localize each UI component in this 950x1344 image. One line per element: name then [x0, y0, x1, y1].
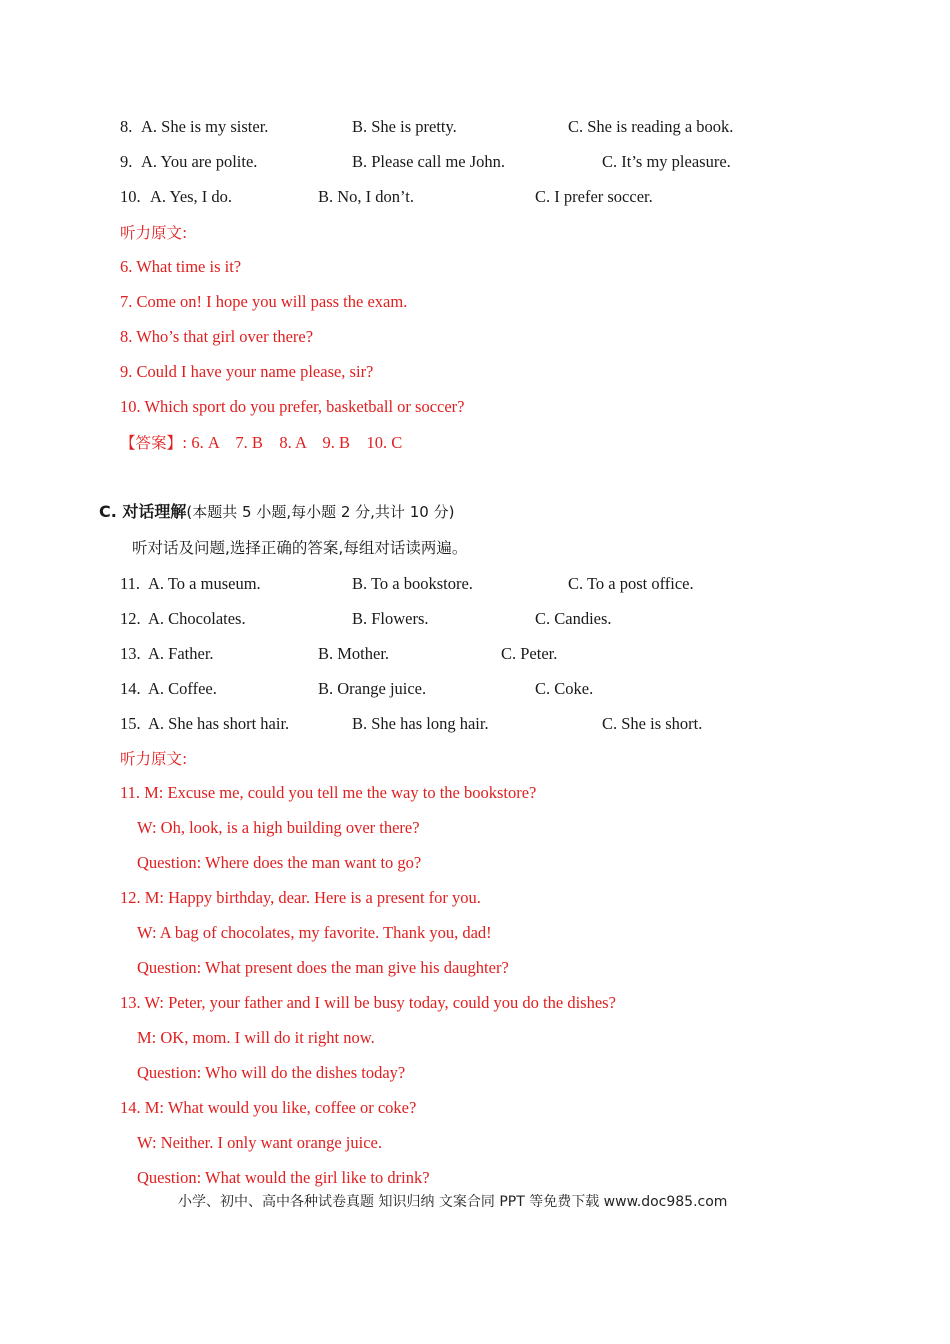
question-number: 15.: [120, 714, 141, 733]
option-b: B. No, I don’t.: [318, 187, 414, 206]
option-a: A. She has short hair.: [148, 714, 290, 733]
question-15: [120, 714, 703, 734]
question-14: [120, 679, 594, 699]
option-a: A. Chocolates.: [148, 609, 246, 628]
question-12: [120, 609, 612, 629]
section-heading: [99, 502, 454, 522]
section-instruction: 听对话及问题,选择正确的答案,每组对话读两遍。: [132, 539, 468, 557]
transcript-line: 13. W: Peter, your father and I will be busy today, could you do the dishes?: [120, 993, 616, 1012]
option-b: B. Please call me John.: [352, 152, 506, 171]
option-c: C. I prefer soccer.: [535, 187, 653, 206]
option-c: C. It’s my pleasure.: [602, 152, 731, 171]
question-10: [120, 187, 653, 207]
option-c: C. Peter.: [501, 644, 558, 663]
question-number: 9.: [120, 152, 133, 171]
transcript-line: 14. M: What would you like, coffee or coke?: [120, 1098, 417, 1117]
transcript-label: 听力原文:: [120, 750, 188, 768]
transcript-line: M: OK, mom. I will do it right now.: [137, 1028, 375, 1047]
transcript-line: W: Neither. I only want orange juice.: [137, 1133, 382, 1152]
section-title: C. 对话理解: [99, 502, 187, 521]
question-number: 8.: [120, 117, 133, 136]
option-a: A. Coffee.: [148, 679, 217, 698]
transcript-line: W: Oh, look, is a high building over there?: [137, 818, 420, 837]
transcript-line: 11. M: Excuse me, could you tell me the way to the bookstore?: [120, 783, 537, 802]
transcript-line: 12. M: Happy birthday, dear. Here is a present for you.: [120, 888, 481, 907]
option-b: B. Orange juice.: [318, 679, 427, 698]
section-note: (本题共 5 小题,每小题 2 分,共计 10 分): [186, 503, 455, 521]
question-13: [120, 644, 558, 664]
transcript-line: 9. Could I have your name please, sir?: [120, 362, 374, 381]
transcript-line: Question: Where does the man want to go?: [137, 853, 422, 872]
question-9: [120, 152, 731, 172]
option-c: C. Coke.: [535, 679, 594, 698]
option-c: C. She is reading a book.: [568, 117, 734, 136]
answer-key: [120, 433, 402, 453]
transcript-line: 8. Who’s that girl over there?: [120, 327, 314, 346]
question-number: 13.: [120, 644, 141, 663]
question-number: 14.: [120, 679, 141, 698]
option-c: C. Candies.: [535, 609, 612, 628]
question-number: 12.: [120, 609, 141, 628]
transcript-line: 6. What time is it?: [120, 257, 242, 276]
option-c: C. She is short.: [602, 714, 703, 733]
transcript-line: Question: What present does the man give his daughter?: [137, 958, 509, 977]
transcript-line: W: A bag of chocolates, my favorite. Thank you, dad!: [137, 923, 492, 942]
option-b: B. Flowers.: [352, 609, 429, 628]
option-a: A. She is my sister.: [141, 117, 269, 136]
option-c: C. To a post office.: [568, 574, 694, 593]
option-a: A. To a museum.: [148, 574, 261, 593]
transcript-label: 听力原文:: [120, 224, 188, 242]
option-b: B. She has long hair.: [352, 714, 489, 733]
transcript-line: Question: Who will do the dishes today?: [137, 1063, 406, 1082]
transcript-line: Question: What would the girl like to drink?: [137, 1168, 430, 1187]
option-b: B. Mother.: [318, 644, 390, 663]
option-b: B. She is pretty.: [352, 117, 457, 136]
transcript-line: 10. Which sport do you prefer, basketball or soccer?: [120, 397, 465, 416]
option-b: B. To a bookstore.: [352, 574, 473, 593]
option-a: A. Yes, I do.: [150, 187, 233, 206]
question-number: 11.: [120, 574, 141, 593]
question-11: [120, 574, 694, 594]
answer-values: 6. A 7. B 8. A 9. B 10. C: [191, 433, 403, 452]
question-number: 10.: [120, 187, 141, 206]
question-8: [120, 117, 734, 137]
option-a: A. You are polite.: [141, 152, 258, 171]
page-footer: 小学、初中、高中各种试卷真题 知识归纳 文案合同 PPT 等免费下载 www.doc985.com: [178, 1194, 728, 1210]
option-a: A. Father.: [148, 644, 214, 663]
transcript-line: 7. Come on! I hope you will pass the exam.: [120, 292, 408, 311]
answer-label: 【答案】:: [120, 434, 188, 452]
